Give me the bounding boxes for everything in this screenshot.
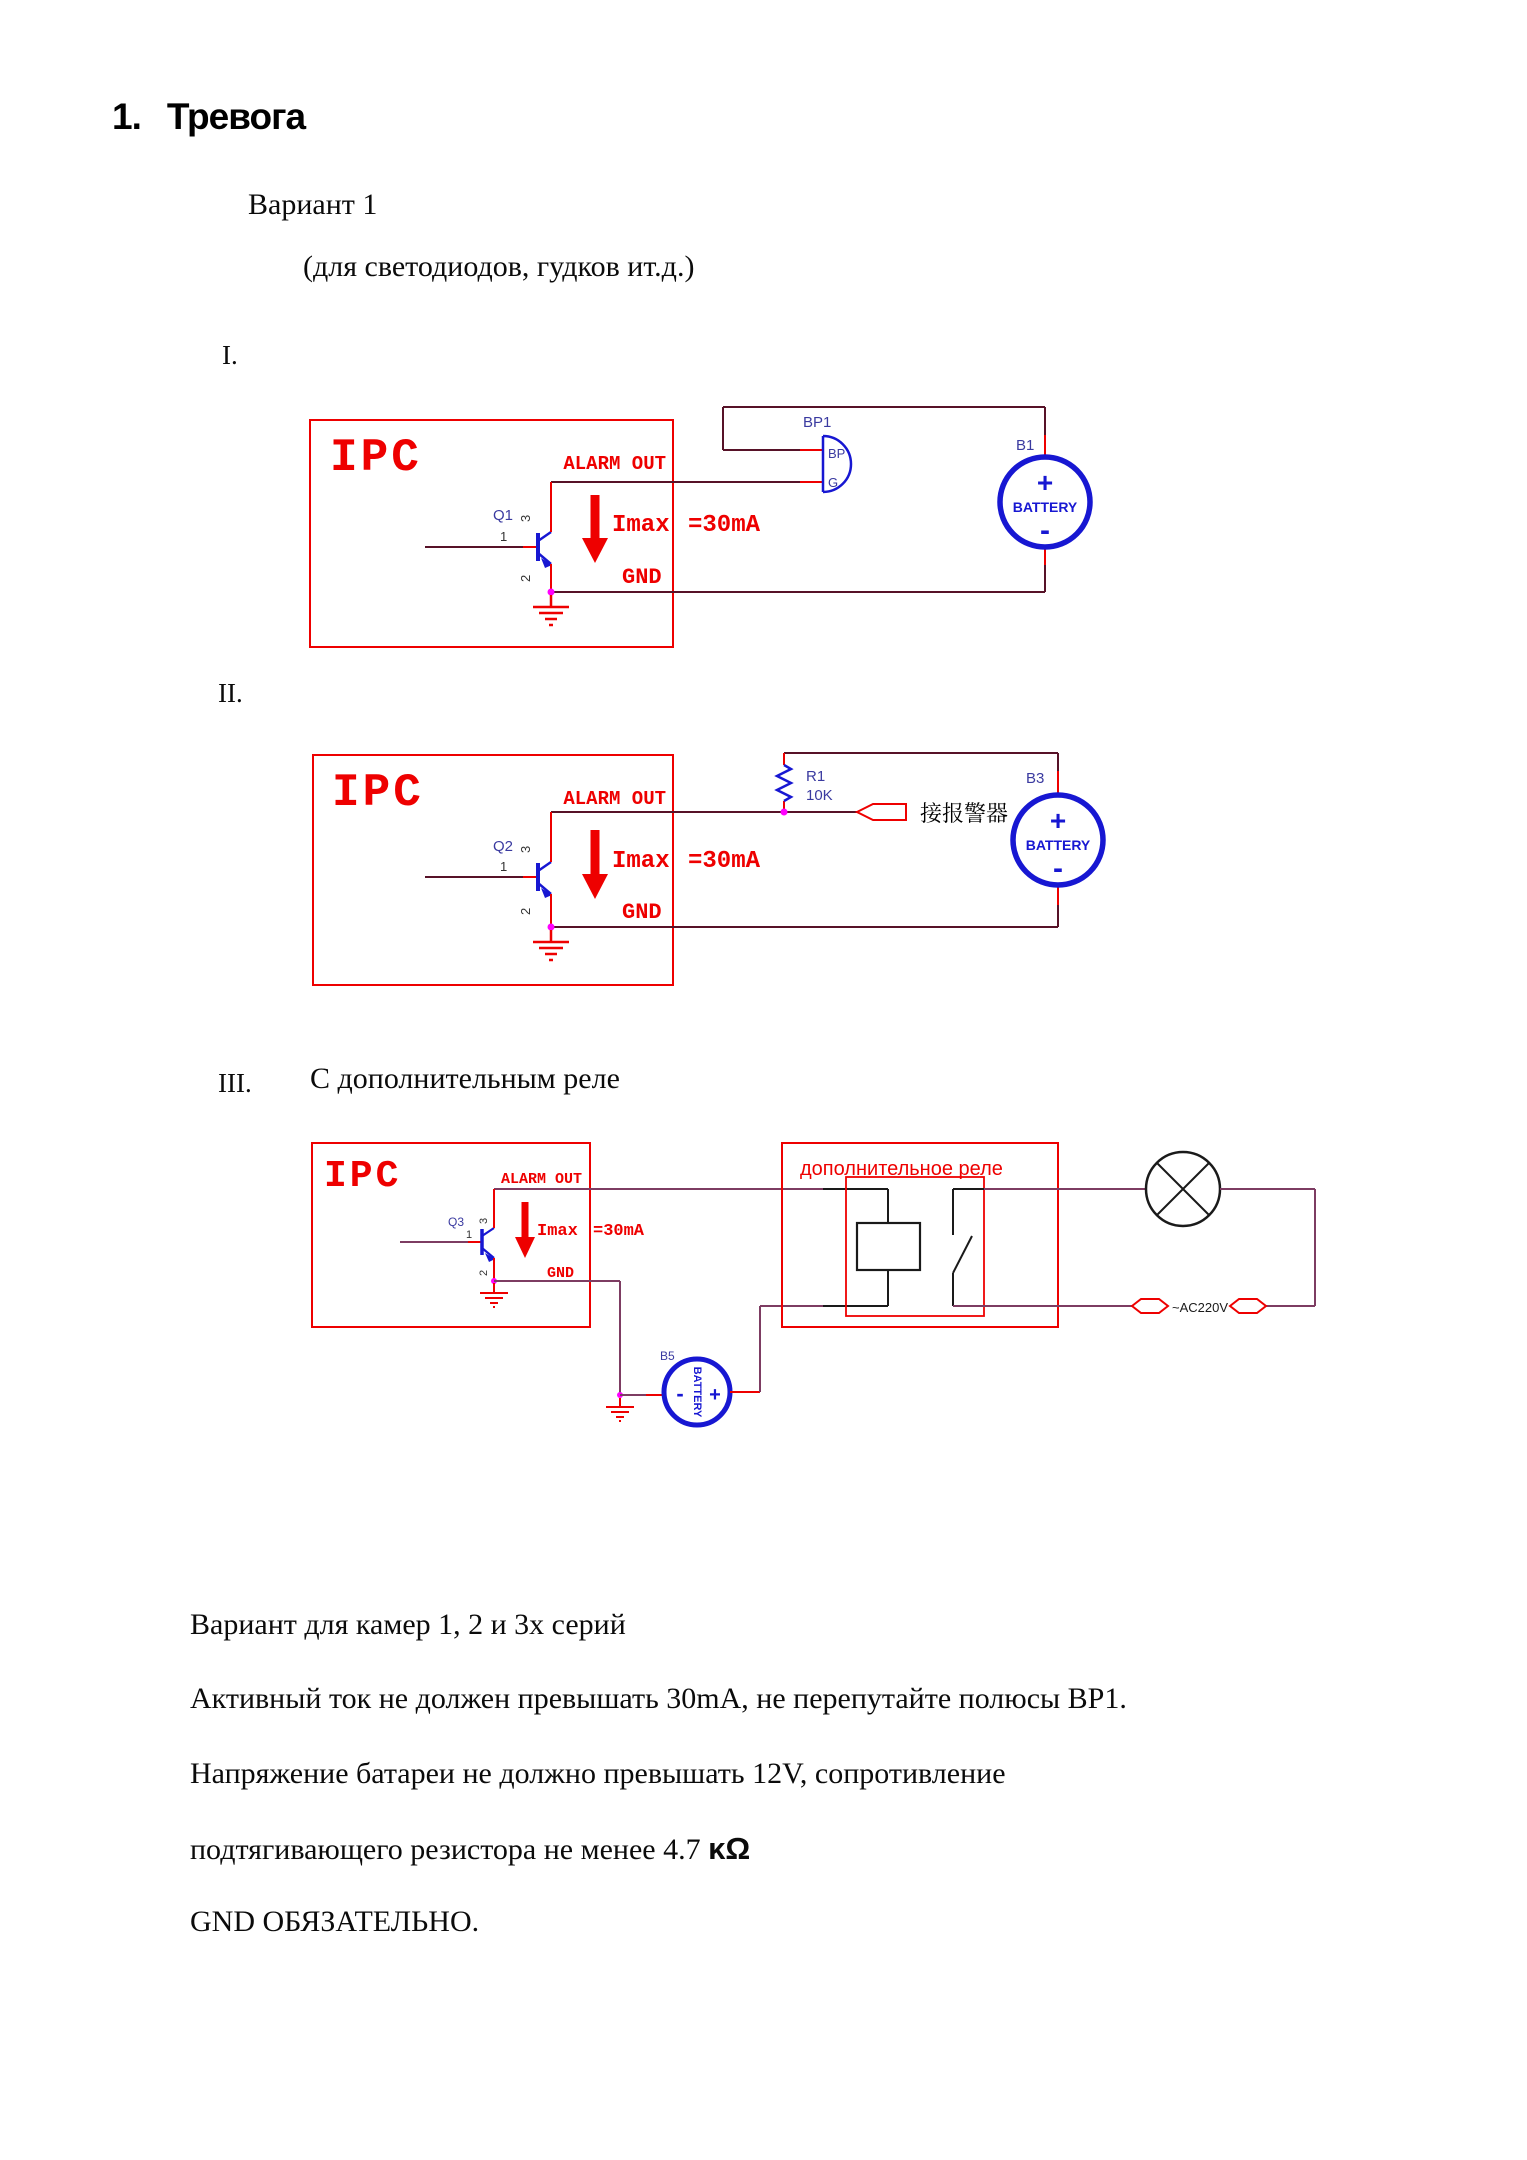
alarm-note-cjk: 接报警器 [920,801,1009,826]
page-title-number: 1. [112,96,141,137]
diagram-1-alarm-led [260,392,1120,664]
lamp-wire-right [1220,1189,1315,1306]
alarm-out-label: ALARM OUT [500,1171,582,1188]
alarm-connector-icon [857,804,906,820]
section-3-caption: С дополнительным реле [310,1062,620,1095]
subtitle-note: (для светодиодов, гудков ит.д.) [303,250,695,283]
battery-plus-wire [760,1306,823,1392]
section-2-numeral: II. [218,678,243,708]
lamp-icon [1146,1152,1220,1226]
note-line-4-text: подтягивающего резистора не менее 4.7 [190,1833,709,1866]
resistor-ref-label: R1 [806,768,826,785]
current-arrow-icon [582,495,608,563]
battery-text-label: BATTERY [1012,499,1078,515]
junction-dot [548,924,555,931]
gnd-wire [494,1281,620,1395]
pin-3-label: 3 [518,845,533,853]
imax-value-label: =30mA [593,1222,645,1241]
transistor-legs [482,1228,494,1258]
imax-value-label: =30mA [688,848,761,875]
pin-2-label: 2 [478,1269,490,1276]
transistor-ref-label: Q2 [493,838,514,855]
section-3-numeral: III. [218,1068,252,1098]
section-1-numeral: I. [222,340,238,370]
alarm-out-label: ALARM OUT [563,788,666,810]
pin-1-label: 1 [500,859,508,874]
transistor-ref-label: Q1 [493,507,514,524]
ac-connector-icon [1230,1299,1266,1313]
relay-label: дополнительное реле [800,1158,1003,1180]
note-line-5: GND ОБЯЗАТЕЛЬНО. [190,1905,480,1938]
page-title [112,96,305,138]
ground-icon [533,930,569,960]
relay-inner-box [846,1177,984,1316]
note-line-4 [190,1831,750,1867]
ground-icon [606,1398,634,1421]
battery-ref-label: B5 [660,1349,675,1363]
resistor-value-label: 10K [806,787,833,804]
ac-connector-icon [1132,1299,1168,1313]
gnd-label: GND [622,565,662,590]
ipc-label: IPC [324,1155,402,1198]
gnd-label: GND [622,900,662,925]
subtitle: Вариант 1 [248,188,378,221]
imax-label: Imax [612,848,670,875]
junction-dot [548,589,555,596]
pin-3-label: 3 [518,514,533,522]
imax-label: Imax [537,1222,578,1241]
battery-minus-label: - [1053,852,1063,885]
pin-1-label: 1 [500,529,508,544]
battery-plus-label: + [1049,805,1067,836]
pin-1-label: 1 [466,1229,473,1241]
coil-return-wire [823,1270,888,1306]
relay-coil [857,1223,920,1270]
relay-switch [953,1189,972,1306]
battery-plus-label: + [1036,467,1054,498]
ipc-label: IPC [330,432,422,484]
transistor-ref-label: Q3 [448,1215,465,1229]
gnd-label: GND [547,1265,575,1282]
ac-label: ~AC220V [1172,1300,1229,1315]
current-arrow-icon [582,830,608,899]
battery-text-label: BATTERY [691,1366,704,1418]
note-line-1: Вариант для камер 1, 2 и 3х серий [190,1608,626,1641]
battery-ref-label: B3 [1026,770,1045,787]
pin-3-label: 3 [478,1217,490,1224]
resistor-icon [777,765,791,801]
junction-dot [781,809,788,816]
buzzer-pin-top-label: BP [828,446,846,461]
current-arrow-icon [515,1202,535,1258]
pin-2-label: 2 [518,574,533,582]
battery-text-label: BATTERY [1025,837,1091,853]
buzzer-pin-bottom-label: G [828,475,839,490]
battery-plus-label: + [709,1384,721,1406]
imax-value-label: =30mA [688,512,761,539]
note-line-4-unit: κΩ [708,1831,751,1866]
diagram-3-relay [260,1130,1480,1460]
battery-minus-label: - [1040,514,1050,547]
buzzer-ref-label: BP1 [803,414,832,431]
battery-minus-label: - [676,1381,684,1406]
note-line-2: Активный ток не должен превышать 30mA, не перепутайте полюсы BP1. [190,1682,1127,1715]
note-line-3: Напряжение батареи не должно превышать 12V, сопротивление [190,1757,1006,1790]
alarm-out-label: ALARM OUT [563,453,666,475]
imax-label: Imax [612,512,670,539]
ground-icon [480,1283,508,1307]
battery-ref-label: B1 [1016,437,1035,454]
page-title-text: Тревога [166,96,306,137]
pin-2-label: 2 [518,907,533,915]
ground-icon [533,595,569,625]
top-rail-wire [723,407,1045,450]
diagram-2-alarm-resistor [260,735,1160,1010]
coil-feed-wire [823,1189,888,1223]
ipc-label: IPC [332,767,424,819]
